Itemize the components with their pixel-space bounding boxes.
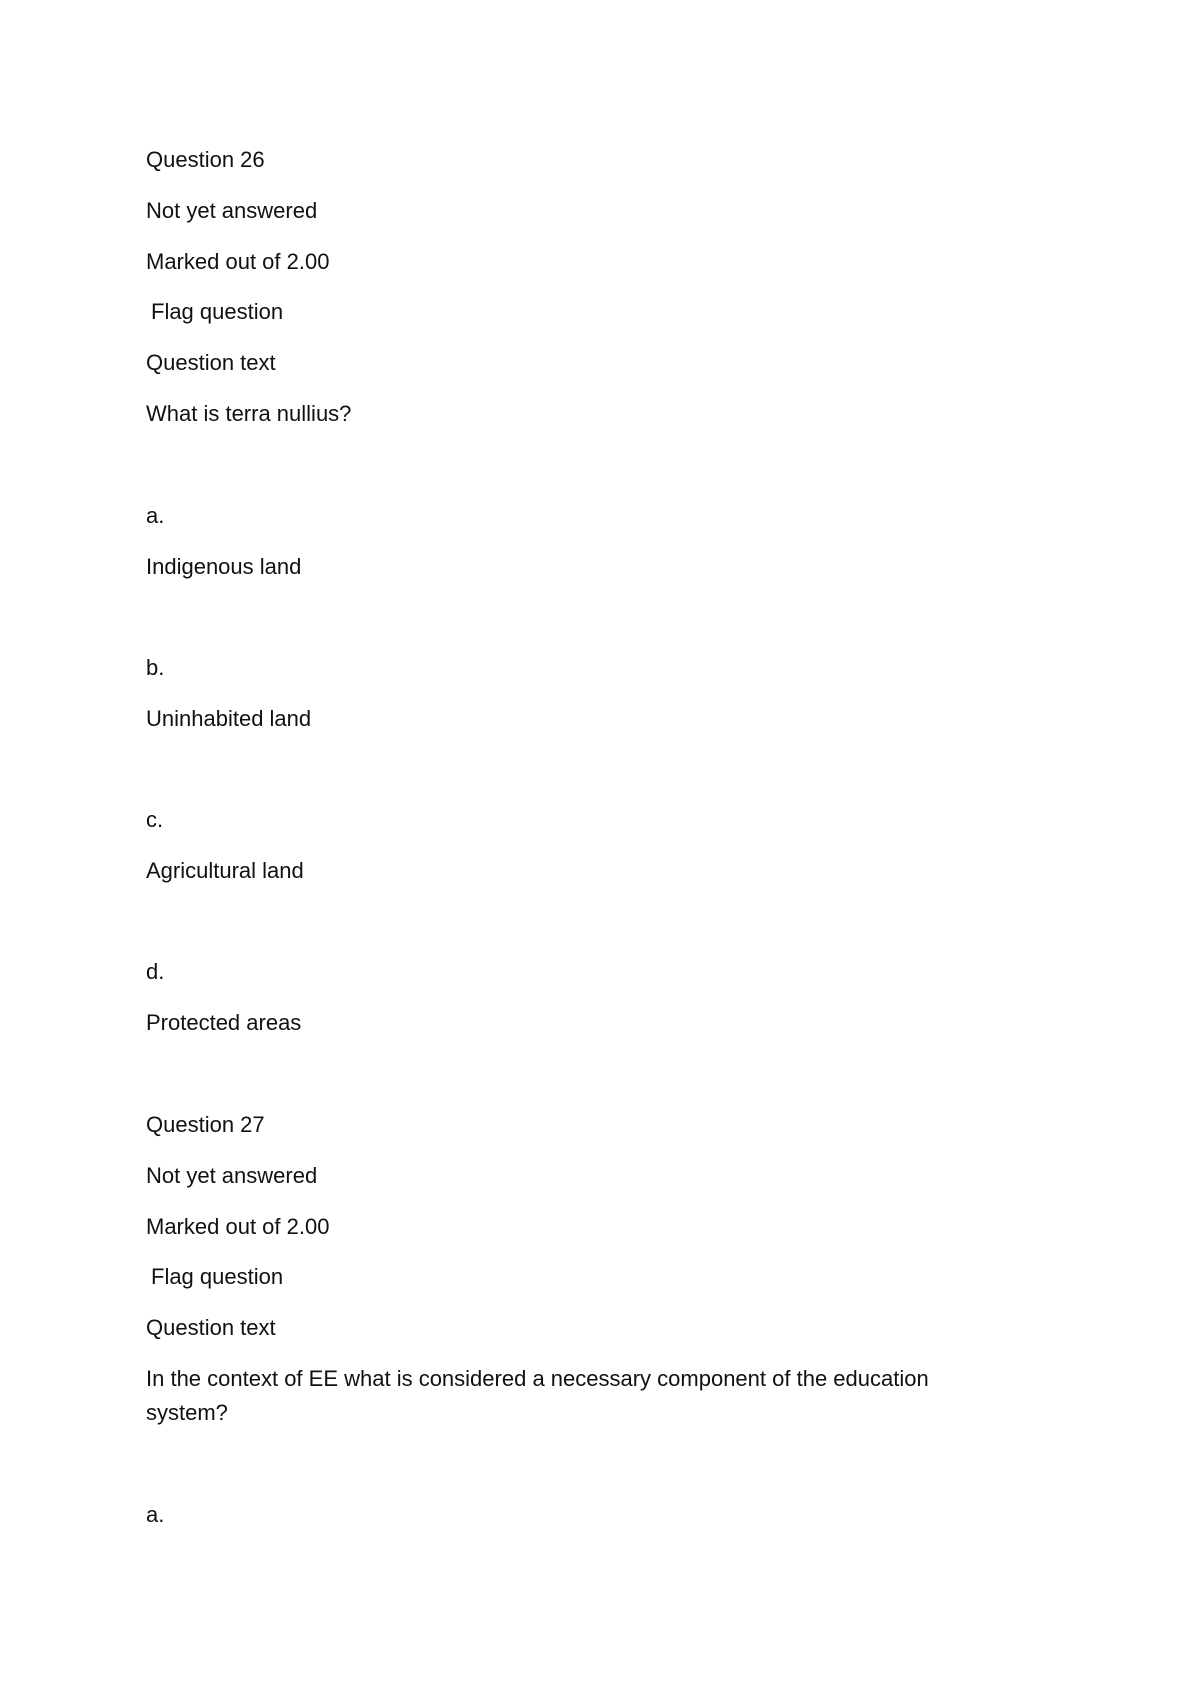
question-26-text-heading: Question text (146, 350, 276, 375)
question-27-option-a-letter[interactable]: a. (146, 1502, 165, 1527)
question-27-flag[interactable]: Flag question (151, 1264, 284, 1289)
question-26-prompt: What is terra nullius? (146, 401, 352, 426)
question-26-option-d-letter[interactable]: d. (146, 959, 165, 984)
question-26-option-c-text[interactable]: Agricultural land (146, 858, 304, 883)
question-26-state: Not yet answered (146, 198, 318, 223)
question-26-title: Question 26 (146, 147, 265, 172)
question-27-text-heading: Question text (146, 1315, 276, 1340)
question-26-marks: Marked out of 2.00 (146, 249, 330, 274)
question-27-marks: Marked out of 2.00 (146, 1214, 330, 1239)
question-26-flag[interactable]: Flag question (151, 299, 284, 324)
question-26-option-a-letter[interactable]: a. (146, 503, 165, 528)
question-26-option-c-letter[interactable]: c. (146, 807, 164, 832)
question-27-title: Question 27 (146, 1112, 265, 1137)
question-26-option-b-letter[interactable]: b. (146, 655, 165, 680)
question-27-prompt: In the context of EE what is considered a necessary component of the education system? (146, 1366, 929, 1425)
question-26-option-a-text[interactable]: Indigenous land (146, 554, 302, 579)
question-26-option-b-text[interactable]: Uninhabited land (146, 706, 312, 731)
question-26-option-d-text[interactable]: Protected areas (146, 1010, 302, 1035)
question-27-state: Not yet answered (146, 1163, 318, 1188)
